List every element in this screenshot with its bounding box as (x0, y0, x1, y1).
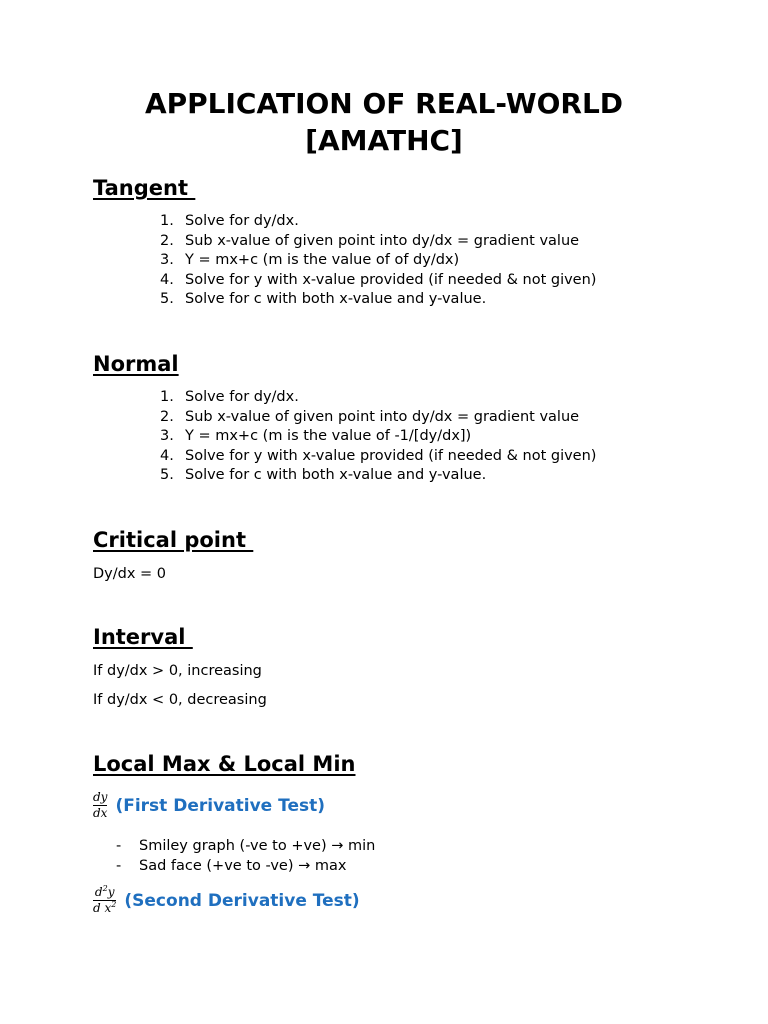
bullet-text: Smiley graph (-ve to +ve) → min (139, 838, 376, 854)
step-text: Solve for y with x-value provided (if needed & not given) (185, 271, 597, 288)
fraction-numerator (95, 886, 115, 899)
list-item (160, 271, 596, 291)
step-text: Y = mx+c (m is the value of of dy/dx) (185, 252, 460, 269)
step-number: 5. (160, 467, 174, 484)
second-derivative-fraction (93, 886, 116, 915)
numerator-y: y (107, 885, 115, 899)
tangent-steps-list (160, 212, 596, 310)
document-title-line2: [AMATHC] (305, 124, 463, 157)
step-number: 3. (160, 252, 174, 269)
list-item (160, 447, 596, 467)
bullet-dash: - (116, 858, 122, 874)
step-number: 5. (160, 291, 174, 308)
step-number: 4. (160, 447, 174, 464)
step-number: 4. (160, 271, 174, 288)
fraction-denominator (93, 902, 116, 915)
step-text: Solve for y with x-value provided (if needed & not given) (185, 447, 597, 464)
first-derivative-bullets (116, 836, 375, 876)
list-item (160, 427, 596, 447)
fraction-numerator: dy (93, 790, 108, 804)
denominator-d: d (93, 901, 101, 915)
interval-heading: Interval (93, 625, 193, 649)
step-number: 2. (160, 232, 174, 249)
list-item (160, 388, 596, 408)
step-number: 1. (160, 213, 174, 229)
list-item (160, 290, 596, 310)
normal-steps-list (160, 388, 596, 486)
second-derivative-row (93, 886, 360, 915)
numerator-d: d (94, 885, 103, 899)
step-text: Solve for c with both x-value and y-value. (185, 467, 487, 484)
list-item (160, 466, 596, 486)
list-item (160, 251, 596, 271)
first-derivative-test-label: (First Derivative Test) (115, 795, 325, 816)
step-text: Y = mx+c (m is the value of -1/[dy/dx]) (185, 428, 472, 445)
step-text: Solve for c with both x-value and y-value. (185, 291, 487, 308)
step-number: 2. (160, 408, 174, 425)
critical-point-heading: Critical point (93, 528, 254, 552)
denominator-x: x (104, 901, 112, 915)
numerator-exponent: 2 (102, 884, 108, 893)
tangent-heading: Tangent (93, 176, 196, 200)
step-text: Sub x-value of given point into dy/dx = gradient value (185, 232, 580, 249)
step-text: Solve for dy/dx. (185, 389, 299, 405)
first-derivative-fraction (93, 791, 107, 820)
fraction-denominator: dx (93, 806, 108, 820)
list-item (116, 856, 375, 876)
step-number: 3. (160, 428, 174, 445)
second-derivative-test-label: (Second Derivative Test) (124, 890, 360, 911)
interval-decreasing-text: If dy/dx < 0, decreasing (93, 692, 267, 708)
list-item (116, 836, 375, 856)
list-item (160, 212, 596, 232)
first-derivative-row (93, 791, 325, 820)
local-max-min-heading: Local Max & Local Min (93, 752, 356, 776)
normal-heading: Normal (93, 352, 179, 376)
interval-increasing-text: If dy/dx > 0, increasing (93, 663, 262, 679)
denominator-exponent: 2 (111, 900, 117, 909)
critical-point-text: Dy/dx = 0 (93, 566, 167, 582)
bullet-dash: - (116, 838, 122, 854)
document-title-line1: APPLICATION OF REAL-WORLD (144, 87, 624, 120)
step-text: Sub x-value of given point into dy/dx = gradient value (185, 408, 580, 425)
step-text: Solve for dy/dx. (185, 213, 299, 229)
bullet-text: Sad face (+ve to -ve) → max (139, 858, 347, 874)
list-item (160, 408, 596, 428)
list-item (160, 232, 596, 252)
step-number: 1. (160, 389, 174, 405)
